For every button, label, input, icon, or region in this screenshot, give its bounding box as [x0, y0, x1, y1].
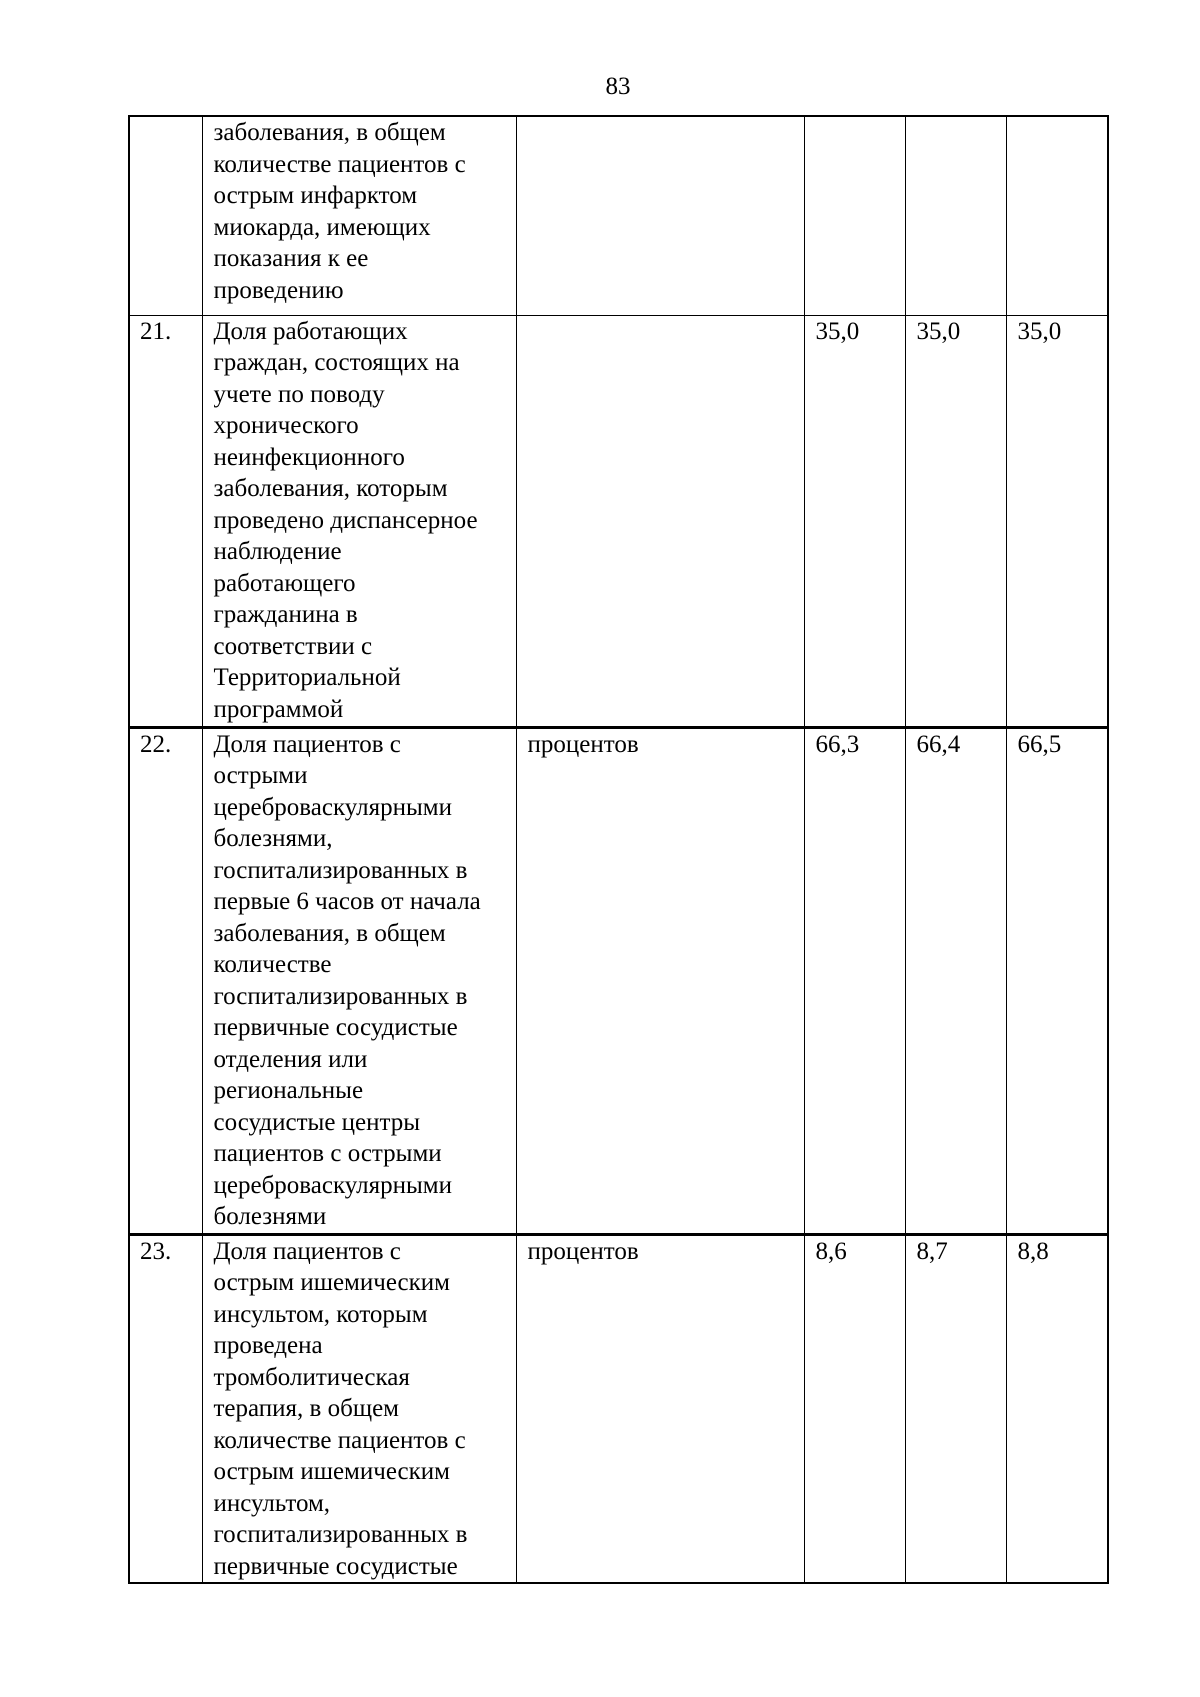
table-row: [129, 1234, 1108, 1583]
table-row: [129, 315, 1108, 727]
value-year-3: 35,0: [1006, 315, 1108, 727]
indicator-name: заболевания, в общем количестве пациентов с острым инфарктом миокарда, имеющих показания к ее проведению: [202, 116, 516, 315]
unit-cell: [516, 116, 804, 315]
indicators-table: [128, 115, 1109, 1584]
indicator-name: Доля пациентов с острыми цереброваскулярными болезнями, госпитализированных в первые 6 часов от начала заболевания, в общем количестве госпитализированных в первичные сосудистые отделения или региональные сосудистые центры пациентов с острыми цереброваскулярными болезнями: [202, 727, 516, 1234]
table-row: [129, 727, 1108, 1234]
value-year-3: 66,5: [1006, 727, 1108, 1234]
unit-cell: процентов: [516, 727, 804, 1234]
value-year-1: [804, 116, 905, 315]
value-year-1: 66,3: [804, 727, 905, 1234]
indicator-name: Доля пациентов с острым ишемическим инсультом, которым проведена тромболитическая терапия, в общем количестве пациентов с острым ишемическим инсультом, госпитализированных в первичные сосудистые: [202, 1234, 516, 1583]
value-year-2: 66,4: [905, 727, 1006, 1234]
row-number: 21.: [129, 315, 202, 727]
table-row: [129, 116, 1108, 315]
value-year-2: 35,0: [905, 315, 1006, 727]
page-number: 83: [605, 73, 631, 100]
value-year-2: [905, 116, 1006, 315]
unit-cell: [516, 315, 804, 727]
row-number: 22.: [129, 727, 202, 1234]
value-year-3: [1006, 116, 1108, 315]
value-year-1: 35,0: [804, 315, 905, 727]
value-year-3: 8,8: [1006, 1234, 1108, 1583]
value-year-1: 8,6: [804, 1234, 905, 1583]
value-year-2: 8,7: [905, 1234, 1006, 1583]
row-number: 23.: [129, 1234, 202, 1583]
row-number: [129, 116, 202, 315]
indicator-name: Доля работающих граждан, состоящих на учете по поводу хронического неинфекционного заболевания, которым проведено диспансерное наблюдение работающего гражданина в соответствии с Территориальной программой: [202, 315, 516, 727]
unit-cell: процентов: [516, 1234, 804, 1583]
